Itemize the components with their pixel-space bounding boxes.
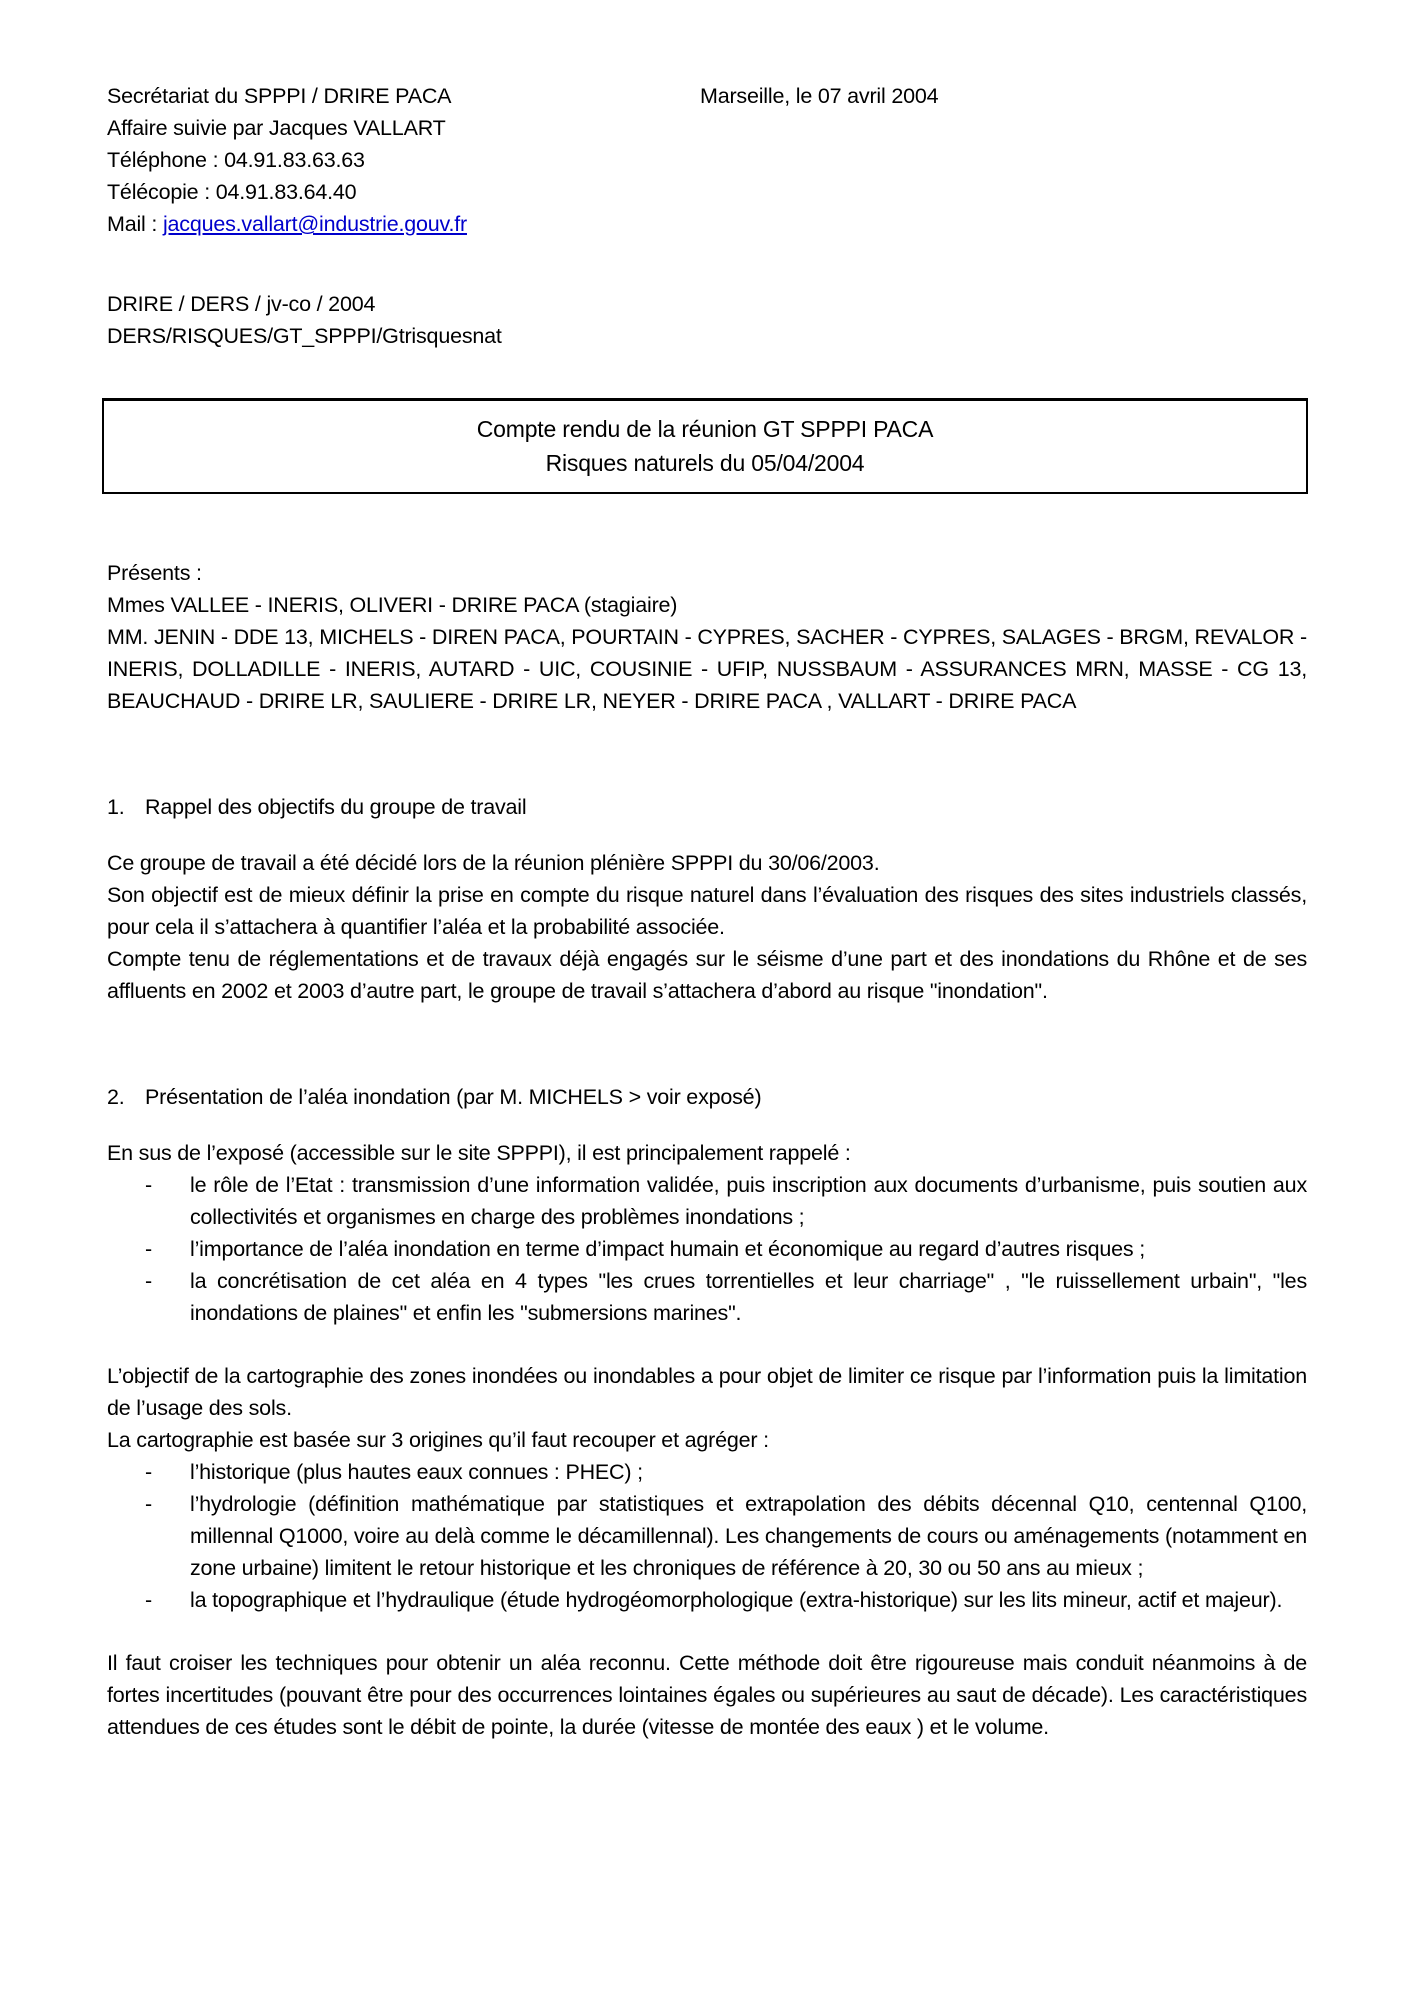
list-item — [107, 1456, 1307, 1488]
bullet-text-topographique: la topographique et l’hydraulique (étude hydrogéomorphologique (extra-historique) sur les lits mineur, actif et majeur). — [190, 1588, 1283, 1612]
bullet-dash: - — [145, 1269, 152, 1293]
case-officer-line: Affaire suivie par Jacques VALLART — [107, 116, 446, 140]
section-1-title: Rappel des objectifs du groupe de travail — [145, 795, 527, 819]
bullet-text-historique: l’historique (plus hautes eaux connues : PHEC) ; — [190, 1460, 643, 1484]
list-item — [107, 1233, 1307, 1265]
reference-line-2: DERS/RISQUES/GT_SPPPI/Gtrisquesnat — [107, 324, 502, 348]
bullet-text-role-etat: le rôle de l’Etat : transmission d’une information validée, puis inscription aux documents d’urbanisme, puis soutien aux collectivités et organismes en charge des problèmes inondations ; — [190, 1173, 1307, 1229]
bullet-dash: - — [145, 1492, 152, 1516]
section-1-paragraph-1: Ce groupe de travail a été décidé lors de la réunion plénière SPPPI du 30/06/2003. — [107, 851, 880, 875]
cartography-paragraph-2: La cartographie est basée sur 3 origines qu’il faut recouper et agréger : — [107, 1428, 769, 1452]
section-2-conclusion-block — [107, 1647, 1307, 1743]
bullet-dash: - — [145, 1237, 152, 1261]
title-box — [102, 398, 1308, 494]
section-1-paragraph-3: Compte tenu de réglementations et de travaux déjà engagés sur le séisme d’une part et des inondations du Rhône et de ses affluents en 2002 et 2003 d’autre part, le groupe de travail s’attachera d’abord au risque "inondation". — [107, 947, 1307, 1003]
section-1-number: 1. — [107, 795, 125, 819]
mail-label: Mail : — [107, 212, 163, 236]
bullet-text-concretisation: la concrétisation de cet aléa en 4 types "les crues torrentielles et leur charriage" , "le ruissellement urbain", "les inondations de plaines" et enfin les "submersions marines". — [190, 1269, 1307, 1325]
bullet-text-importance-alea: l’importance de l’aléa inondation en terme d’impact humain et économique au regard d’autres risques ; — [190, 1237, 1146, 1261]
mail-line — [107, 208, 1307, 240]
mail-link[interactable]: jacques.vallart@industrie.gouv.fr — [162, 212, 467, 236]
conclusion-paragraph: Il faut croiser les techniques pour obtenir un aléa reconnu. Cette méthode doit être rigoureuse mais conduit néanmoins à de fortes incertitudes (pouvant être pour des occurrences lointaines égales ou supérieures au saut de décade). Les caractéristiques attendues de ces études sont le débit de pointe, la durée (vitesse de montée des eaux ) et le volume. — [107, 1651, 1307, 1739]
list-item — [107, 1584, 1307, 1616]
bullet-dash: - — [145, 1460, 152, 1484]
fax-line: Télécopie : 04.91.83.64.40 — [107, 180, 357, 204]
document-title-line-1: Compte rendu de la réunion GT SPPPI PACA — [476, 416, 934, 442]
attendees-mmes: Mmes VALLEE - INERIS, OLIVERI - DRIRE PACA (stagiaire) — [107, 593, 678, 617]
section-1-heading — [107, 791, 1307, 823]
attendees-mm: MM. JENIN - DDE 13, MICHELS - DIREN PACA, POURTAIN - CYPRES, SACHER - CYPRES, SALAGES - BRGM, REVALOR - INERIS, DOLLADILLE - INERIS, AUTARD - UIC, COUSINIE - UFIP, NUSSBAUM - ASSURANCES MRN, MASSE - CG 13, BEAUCHAUD - DRIRE LR, SAULIERE - DRIRE LR, NEYER - DRIRE PACA , VALLART - DRIRE PACA — [107, 625, 1307, 713]
list-item — [107, 1265, 1307, 1329]
attendees-block — [107, 557, 1307, 717]
letterhead — [107, 80, 1307, 240]
reference-line-1: DRIRE / DERS / jv-co / 2004 — [107, 292, 376, 316]
sender-org: Secrétariat du SPPPI / DRIRE PACA — [107, 84, 452, 108]
section-1-paragraph-2: Son objectif est de mieux définir la prise en compte du risque naturel dans l’évaluation des risques des sites industriels classés, pour cela il s’attachera à quantifier l’aléa et la probabilité associée. — [107, 883, 1307, 939]
section-2-intro-block — [107, 1137, 1307, 1329]
section-2-intro: En sus de l’exposé (accessible sur le site SPPPI), il est principalement rappelé : — [107, 1141, 851, 1165]
letterhead-line-1 — [107, 80, 1307, 112]
bullet-dash: - — [145, 1588, 152, 1612]
bullet-text-hydrologie: l’hydrologie (définition mathématique par statistiques et extrapolation des débits décennal Q10, centennal Q100, millennal Q1000, voire au delà comme le décamillennal). Les changements de cours ou aménagements (notamment en zone urbaine) limitent le retour historique et les chroniques de référence à 20, 30 ou 50 ans au mieux ; — [190, 1492, 1307, 1580]
attendees-label: Présents : — [107, 561, 202, 585]
list-item — [107, 1169, 1307, 1233]
section-2-title: Présentation de l’aléa inondation (par M. MICHELS > voir exposé) — [145, 1085, 762, 1109]
bullet-dash: - — [145, 1173, 152, 1197]
section-2-cartography-block — [107, 1360, 1307, 1616]
cartography-paragraph-1: L’objectif de la cartographie des zones inondées ou inondables a pour objet de limiter ce risque par l’information puis la limitation de l’usage des sols. — [107, 1364, 1307, 1420]
reference-block — [107, 288, 1307, 352]
document-title-line-2: Risques naturels du 05/04/2004 — [545, 450, 865, 476]
section-1-body — [107, 847, 1307, 1007]
section-2-number: 2. — [107, 1085, 125, 1109]
section-2-heading — [107, 1081, 1307, 1113]
date-line: Marseille, le 07 avril 2004 — [700, 84, 939, 108]
phone-line: Téléphone : 04.91.83.63.63 — [107, 148, 365, 172]
list-item — [107, 1488, 1307, 1584]
